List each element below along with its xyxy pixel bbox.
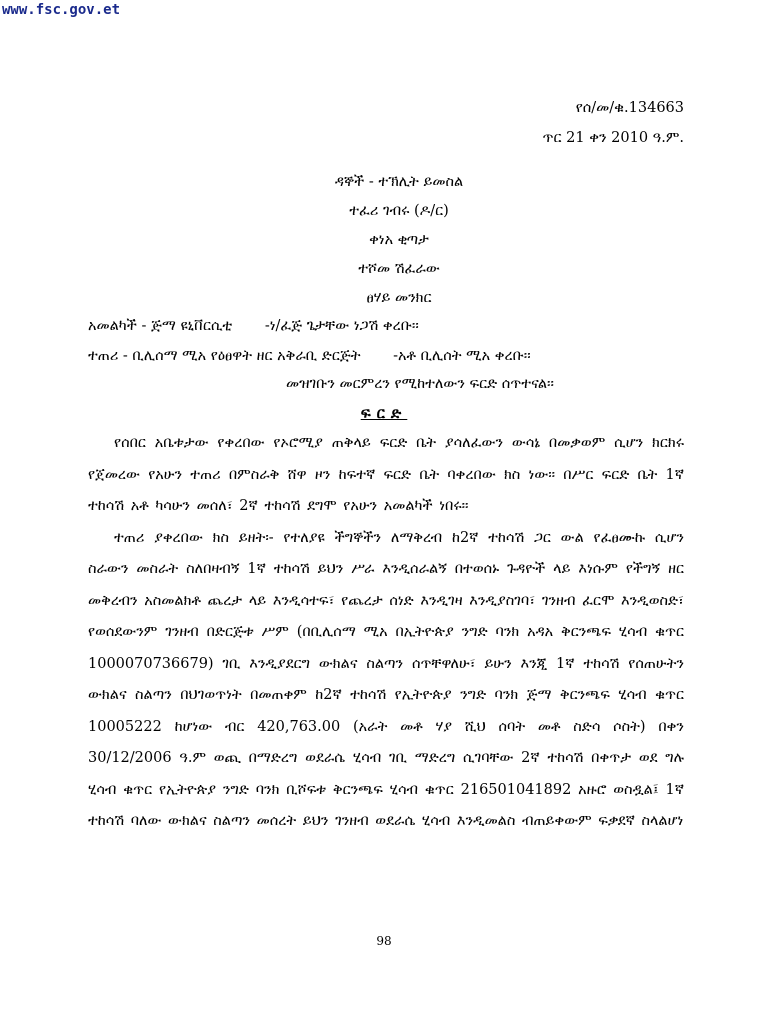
judge-line: ፀሃይ መንክር (366, 290, 432, 306)
intro-line: መዝገቡን መርምረን የሚከተለውን ፍርድ ሰጥተናል፡፡ (286, 376, 554, 392)
decision-date: ጥር 21 ቀን 2010 ዓ.ም. (542, 130, 684, 146)
petitioner-representative: -ነ/ፈጅ ጌታቸው ነጋሽ ቀረቡ፡፡ (264, 318, 419, 334)
judges-list (0, 168, 768, 313)
respondent-name: ተጠሪ - ቢሊሰማ ሚአ የዕፀዋት ዘር አቅራቢ ድርጅት (88, 348, 361, 364)
party-petitioner (88, 318, 419, 334)
paragraph: የሰበር አቤቱታው የቀረበው የኦሮሚያ ጠቅላይ ፍርድ ቤት ያሳለፈውን ውሳኔ በመቃወም ሲሆን ክርክሩ የጀመረው የአሁን ተጠሪ በምስራቅ ሸዋ ዞን ከፍተኛ ፍርድ ቤት ባቀረበው ክስ ነው፡፡ በሥር ፍርድ ቤት 1ኛ ተከሳሽ አቶ ካሳሁን መሰለ፣ 2ኛ ተከሳሽ ደግሞ የአሁን አመልካች ነበሩ፡፡ (88, 435, 684, 514)
respondent-representative: -አቶ ቢሊሰት ሚአ ቀረቡ፡፡ (393, 348, 531, 364)
judge-line: ተፈሪ ገብሩ (ዶ/ር) (349, 203, 449, 219)
party-respondent (88, 348, 531, 364)
paragraph: ተጠሪ ያቀረበው ክስ ይዘት፡- የተለያዩ ችግኞችን ለማቅረብ ከ2ኛ ተከሳሽ ጋር ውል የፈፀሙኩ ሲሆን ስራውን መስራት ስለበዛብኝ 1ኛ ተከሳሽ ይህን ሥራ እንዲሰራልኝ በተወሰኑ ጉዳዮች ላይ እነሱም የችግኝ ዘር መቅረብን አስመልክቶ ጨረታ ላይ እንዲሳተፍ፣ የጨረታ ሰነድ እንዲገዛ እንዲያስገባ፣ ገንዘብ ፈርሞ እንዲወስድ፣ የወሰደውንም ገንዘብ በድርጅቱ ሥም (በቢሊሰማ ሚአ በኢትዮጵያ ንግድ ባንክ አዳአ ቅርንጫፍ ሂሳብ ቁጥር 1000070736679) ገቢ እንዲያደርግ ውክልና ስልጣን ሰጥቸዋለሁ፣ ይሁን እንጂ 1ኛ ተከሳሽ የሰጠሁትን ውክልና ስልጣን በህገወጥነት በመጠቀም ከ2ኛ ተከሳሽ የኢትዮጵያ ንግድ ባንክ ጅማ ቅርንጫፍ ሂሳብ ቁጥር 10005222 ከሆነው ብር 420,763.00 (አራት መቶ ሃያ ሺህ ሰባት መቶ ስድሳ ሶስት) በቀን 30/12/2006 ዓ.ም ወጪ በማድረግ ወደራሴ ሂሳብ ገቢ ማድረግ ሲገባቸው 2ኛ ተከሳሽ በቀጥታ ወደ ግሉ ሂሳብ ቁጥር የኢትዮጵያ ንግድ ባንክ ቢሾፍቱ ቅርንጫፍ ሂሳብ ቁጥር 216501041892 አዙሮ ወስዷል፤ 1ኛ ተከሳሽ ባለው ውክልና ስልጣን መሰረት ይህን ገንዘብ ወደራሴ ሂሳብ እንዲመልስ ብጠይቀውም ፍቃደኛ ስላልሆነ (88, 529, 684, 829)
judgment-heading: ፍርድ (360, 404, 408, 422)
page-number: 98 (376, 934, 392, 948)
judgment-body (88, 428, 684, 838)
judge-line: ተሾመ ሽፈራው (358, 261, 440, 277)
petitioner-name: አመልካች - ጅማ ዩኒቨርሲቲ (88, 318, 233, 334)
site-url-watermark: www.fsc.gov.et (2, 2, 121, 18)
judge-line: ዳኞች - ተኽሊት ይመስል (334, 174, 464, 190)
file-number: የሰ/መ/ቁ.134663 (575, 100, 684, 116)
judge-line: ቀነአ ቂጣታ (369, 232, 429, 248)
